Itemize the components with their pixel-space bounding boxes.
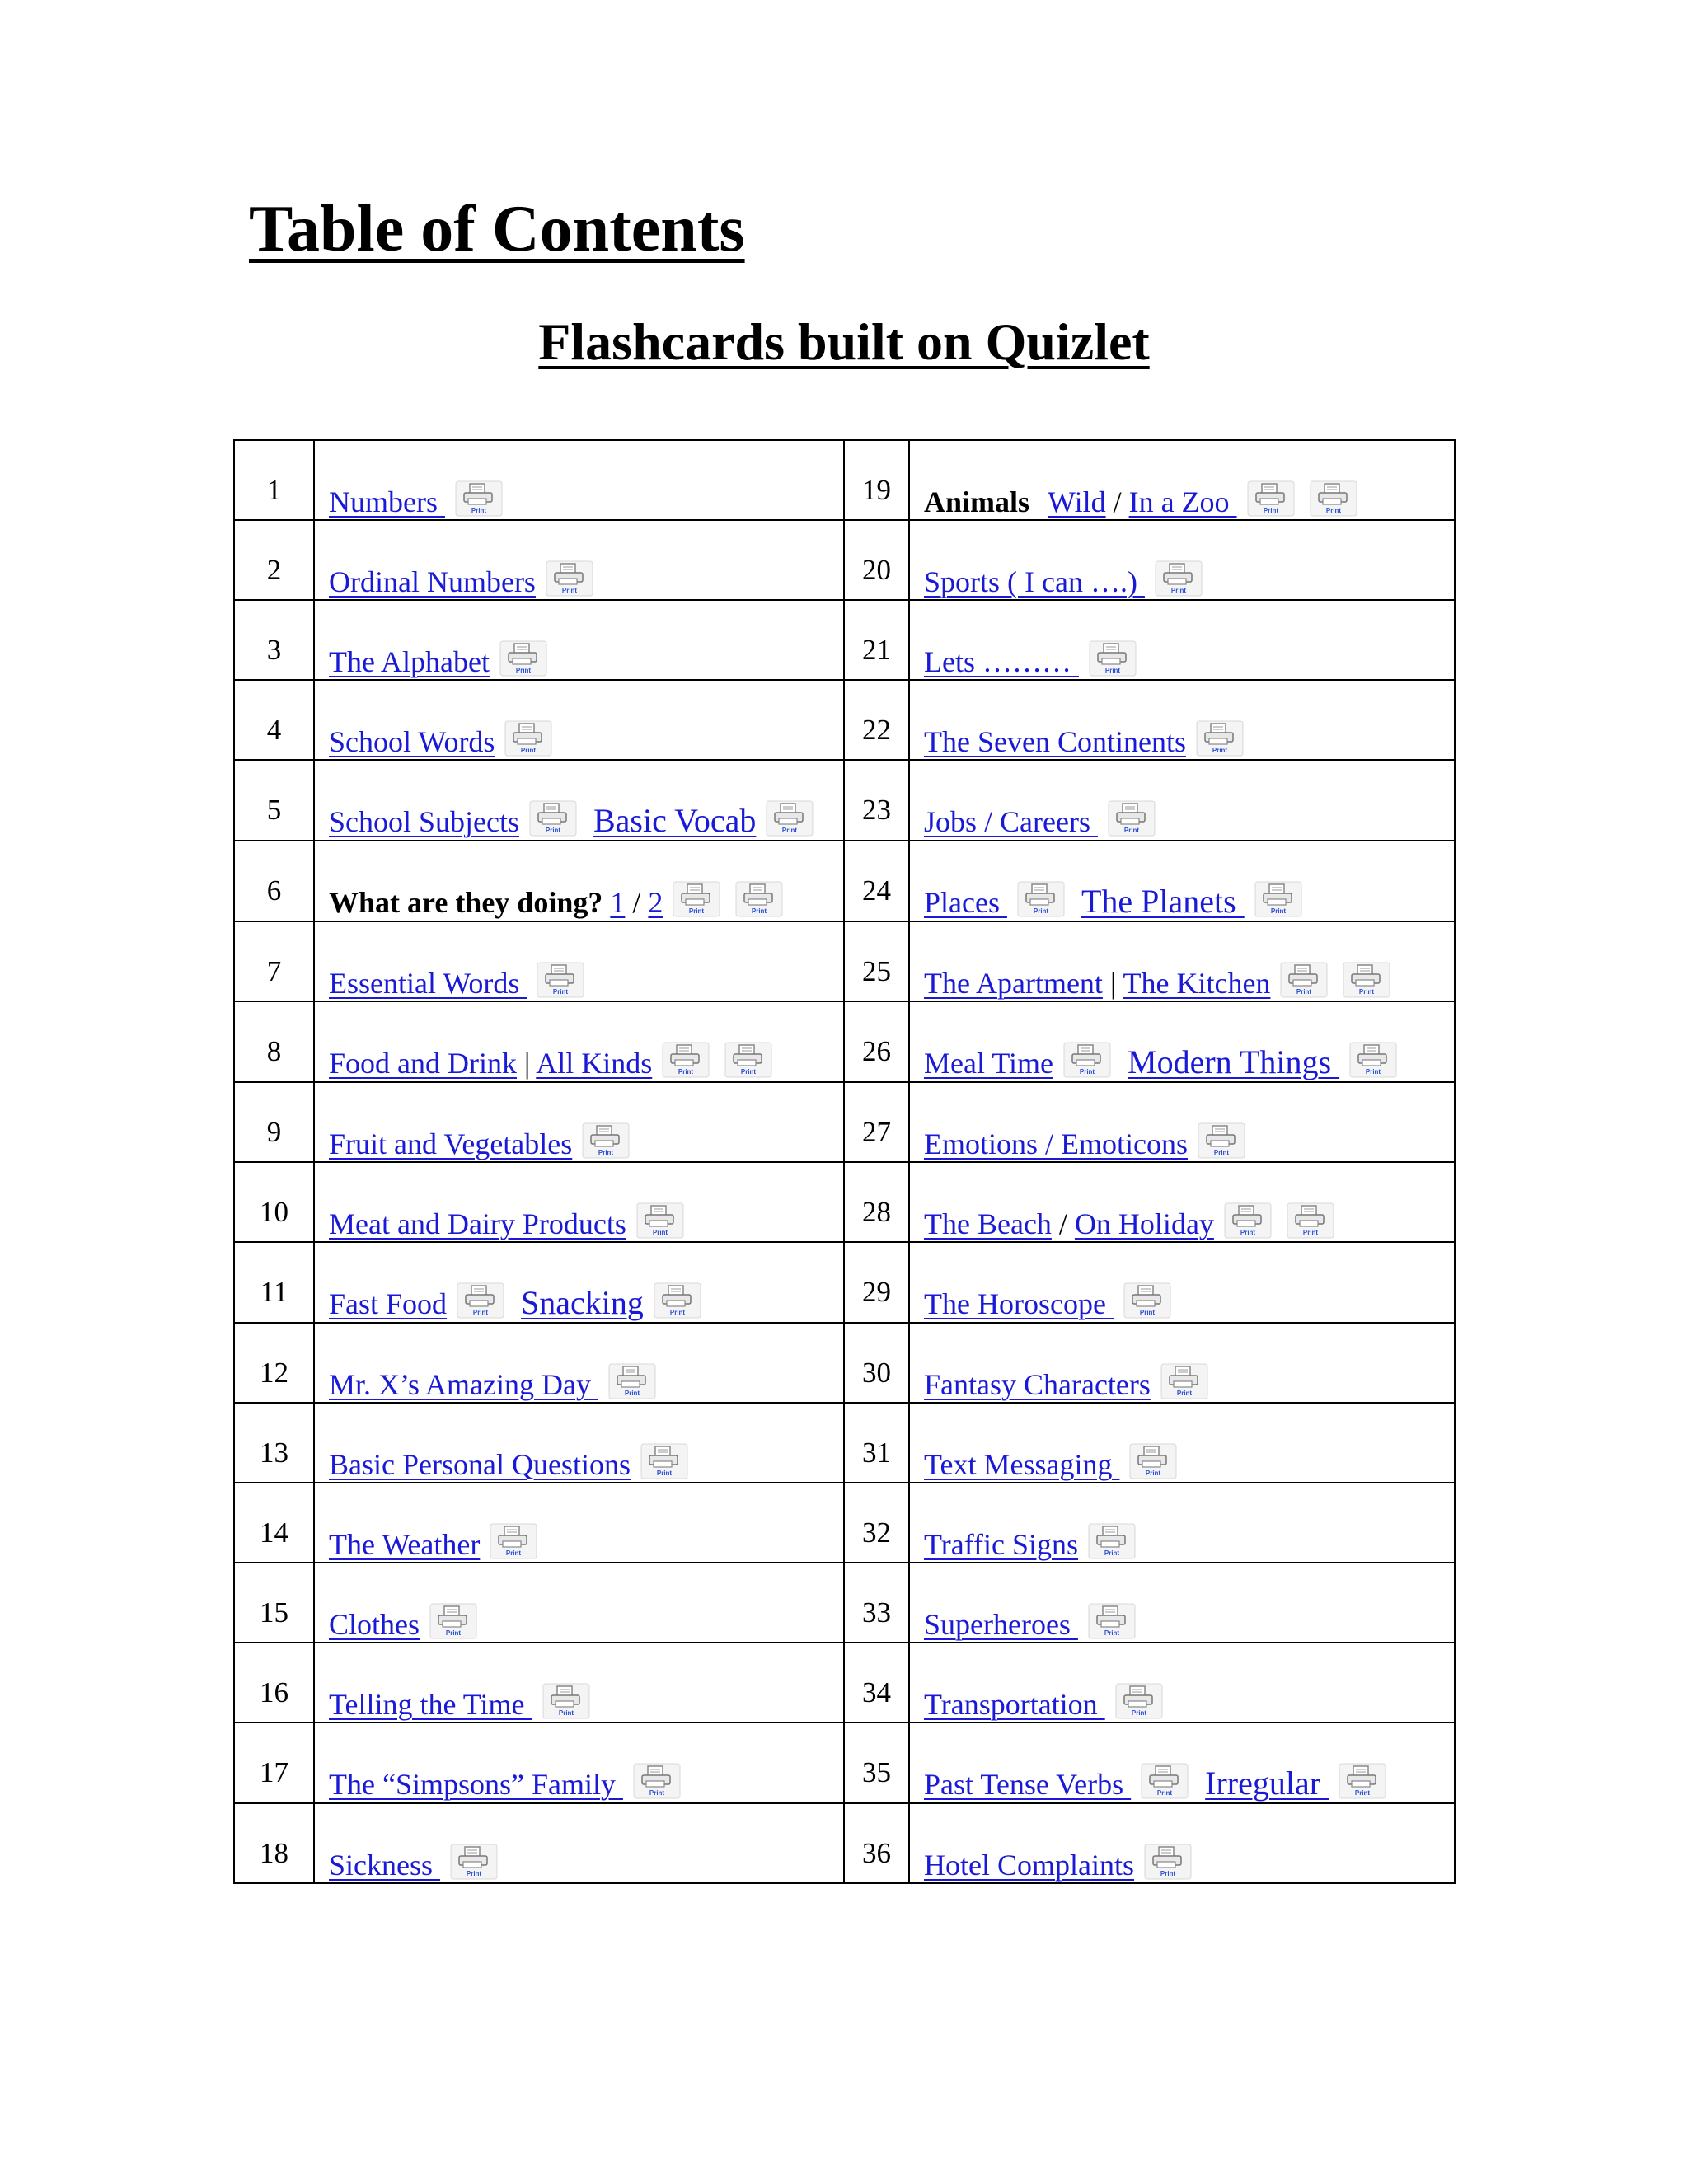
- topic-cell: [314, 1323, 844, 1403]
- svg-text:Print: Print: [1354, 1789, 1371, 1797]
- item-number: 6: [234, 841, 314, 921]
- printer-icon[interactable]: [1196, 720, 1244, 757]
- topic-link[interactable]: Modern Things: [1128, 1043, 1340, 1080]
- topic-heading: Animals: [924, 485, 1030, 518]
- printer-icon[interactable]: [1141, 1763, 1189, 1799]
- topic-link[interactable]: 1: [610, 886, 626, 919]
- svg-text:Print: Print: [1123, 827, 1140, 834]
- item-number: 27: [844, 1082, 909, 1162]
- svg-text:Print: Print: [1212, 747, 1228, 754]
- item-number: 13: [234, 1403, 314, 1483]
- printer-icon[interactable]: [429, 1603, 477, 1639]
- printer-icon[interactable]: [1280, 962, 1328, 998]
- topic-cell: [314, 440, 844, 520]
- item-number: 2: [234, 520, 314, 600]
- item-number: 25: [844, 921, 909, 1001]
- topic-link[interactable]: Ordinal Numbers: [329, 565, 536, 598]
- topic-cell: [314, 760, 844, 841]
- svg-text:Print: Print: [1033, 907, 1049, 915]
- topic-link[interactable]: Basic Vocab: [593, 802, 757, 839]
- table-row: [234, 841, 1455, 921]
- topic-link[interactable]: Fast Food: [329, 1287, 448, 1320]
- topic-link[interactable]: Past Tense Verbs: [924, 1768, 1132, 1801]
- printer-icon[interactable]: [1224, 1202, 1272, 1239]
- printer-icon[interactable]: [735, 881, 783, 917]
- topic-link[interactable]: Mr. X’s Amazing Day: [329, 1368, 598, 1401]
- svg-text:Print: Print: [624, 1390, 640, 1397]
- printer-icon[interactable]: [1349, 1042, 1397, 1078]
- printer-icon[interactable]: [457, 1282, 504, 1319]
- topic-link[interactable]: Irregular: [1205, 1765, 1329, 1802]
- topic-link[interactable]: The Weather: [329, 1528, 481, 1561]
- separator-text: |: [517, 1047, 537, 1080]
- table-row: [234, 1722, 1455, 1803]
- table-row: [234, 1082, 1455, 1162]
- topic-cell: [909, 1001, 1455, 1082]
- item-number: 28: [844, 1162, 909, 1242]
- printer-icon[interactable]: [537, 962, 584, 998]
- svg-text:Print: Print: [669, 1309, 686, 1316]
- printer-icon[interactable]: [529, 800, 577, 837]
- svg-text:Print: Print: [1104, 1549, 1120, 1557]
- topic-link[interactable]: Transportation: [924, 1688, 1105, 1721]
- item-number: 4: [234, 680, 314, 760]
- svg-text:Print: Print: [561, 587, 578, 594]
- printer-icon[interactable]: [654, 1282, 701, 1319]
- printer-icon[interactable]: [1129, 1443, 1177, 1479]
- table-row: [234, 760, 1455, 841]
- printer-icon[interactable]: [1123, 1282, 1171, 1319]
- printer-icon[interactable]: [636, 1202, 684, 1239]
- svg-text:Print: Print: [521, 747, 537, 754]
- topic-cell: [909, 600, 1455, 680]
- item-number: 36: [844, 1803, 909, 1883]
- item-number: 15: [234, 1563, 314, 1643]
- item-number: 19: [844, 440, 909, 520]
- topic-link[interactable]: The Seven Continents: [924, 725, 1186, 758]
- svg-text:Print: Print: [553, 988, 569, 996]
- svg-text:Print: Print: [1176, 1390, 1193, 1397]
- topic-link[interactable]: The Apartment: [924, 967, 1103, 1000]
- topic-link[interactable]: The Alphabet: [329, 645, 490, 678]
- table-row: [234, 1643, 1455, 1722]
- topic-link[interactable]: Lets ………: [924, 645, 1079, 678]
- table-row: [234, 1242, 1455, 1323]
- printer-icon[interactable]: [1017, 881, 1065, 917]
- topic-link[interactable]: Traffic Signs: [924, 1528, 1079, 1561]
- printer-icon[interactable]: [1115, 1683, 1163, 1719]
- table-row: [234, 440, 1455, 520]
- topic-cell: [314, 841, 844, 921]
- separator-text: /: [1105, 485, 1129, 518]
- svg-text:Print: Print: [545, 827, 561, 834]
- topic-cell: [909, 1242, 1455, 1323]
- item-number: 32: [844, 1483, 909, 1563]
- topic-link[interactable]: Essential Words: [329, 967, 528, 1000]
- topic-cell: [909, 1403, 1455, 1483]
- topic-cell: [314, 1643, 844, 1722]
- separator-text: |: [1102, 967, 1123, 1000]
- printer-icon[interactable]: [542, 1683, 590, 1719]
- topic-heading: What are they doing?: [329, 886, 611, 919]
- table-row: [234, 1803, 1455, 1883]
- topic-link[interactable]: Sickness: [329, 1849, 440, 1882]
- svg-text:Print: Print: [466, 1870, 482, 1877]
- svg-text:Print: Print: [1160, 1870, 1176, 1877]
- table-row: [234, 600, 1455, 680]
- item-number: 21: [844, 600, 909, 680]
- topic-cell: [909, 760, 1455, 841]
- topic-link[interactable]: On Holiday: [1074, 1207, 1214, 1240]
- svg-text:Print: Print: [656, 1469, 673, 1477]
- svg-text:Print: Print: [558, 1709, 574, 1717]
- table-row: [234, 680, 1455, 760]
- item-number: 18: [234, 1803, 314, 1883]
- topic-cell: [314, 680, 844, 760]
- svg-text:Print: Print: [649, 1789, 665, 1797]
- svg-text:Print: Print: [1146, 1469, 1161, 1477]
- topic-link[interactable]: Snacking: [521, 1284, 644, 1321]
- printer-icon[interactable]: [546, 560, 593, 597]
- printer-icon[interactable]: [1343, 962, 1390, 998]
- printer-icon[interactable]: [673, 881, 720, 917]
- topic-cell: [314, 1001, 844, 1082]
- item-number: 35: [844, 1722, 909, 1803]
- topic-link[interactable]: Text Messaging: [924, 1448, 1120, 1481]
- printer-icon[interactable]: [633, 1763, 681, 1799]
- svg-text:Print: Print: [472, 1309, 489, 1316]
- topic-link[interactable]: School Words: [329, 725, 495, 758]
- separator-text: /: [1051, 1207, 1075, 1240]
- topic-link[interactable]: All Kinds: [536, 1047, 653, 1080]
- topic-link[interactable]: Clothes: [329, 1608, 420, 1641]
- topic-cell: [909, 1483, 1455, 1563]
- printer-icon[interactable]: [450, 1844, 498, 1880]
- svg-text:Print: Print: [1359, 988, 1375, 996]
- svg-text:Print: Print: [678, 1068, 694, 1076]
- table-row: [234, 1403, 1455, 1483]
- topic-link[interactable]: The Planets: [1081, 883, 1245, 920]
- svg-text:Print: Print: [1104, 667, 1121, 674]
- topic-link[interactable]: Basic Personal Questions: [329, 1448, 631, 1481]
- table-row: [234, 1162, 1455, 1242]
- item-number: 3: [234, 600, 314, 680]
- topic-link[interactable]: Fantasy Characters: [924, 1368, 1151, 1401]
- item-number: 1: [234, 440, 314, 520]
- topic-link[interactable]: The Horoscope: [924, 1287, 1114, 1320]
- topic-cell: [909, 680, 1455, 760]
- item-number: 29: [844, 1242, 909, 1323]
- item-number: 17: [234, 1722, 314, 1803]
- topic-link[interactable]: The Beach: [924, 1207, 1052, 1240]
- topic-cell: [314, 1403, 844, 1483]
- printer-icon[interactable]: [662, 1042, 710, 1078]
- svg-text:Print: Print: [1139, 1309, 1156, 1316]
- topic-cell: [314, 921, 844, 1001]
- svg-text:Print: Print: [1302, 1229, 1319, 1236]
- topic-link[interactable]: Hotel Complaints: [924, 1849, 1134, 1882]
- topic-cell: [909, 1162, 1455, 1242]
- page-title: Table of Contents: [249, 193, 745, 265]
- item-number: 9: [234, 1082, 314, 1162]
- svg-text:Print: Print: [1365, 1068, 1381, 1076]
- topic-link[interactable]: The Kitchen: [1123, 967, 1271, 1000]
- item-number: 11: [234, 1242, 314, 1323]
- topic-link[interactable]: Food and Drink: [329, 1047, 517, 1080]
- item-number: 14: [234, 1483, 314, 1563]
- topic-cell: [909, 520, 1455, 600]
- table-row: [234, 921, 1455, 1001]
- svg-text:Print: Print: [1270, 907, 1286, 915]
- item-number: 16: [234, 1643, 314, 1722]
- topic-cell: [909, 1082, 1455, 1162]
- table-row: [234, 1563, 1455, 1643]
- svg-text:Print: Print: [445, 1629, 462, 1637]
- topic-link[interactable]: Superheroes: [924, 1608, 1078, 1641]
- svg-text:Print: Print: [1263, 507, 1278, 514]
- table-row: [234, 1483, 1455, 1563]
- printer-icon[interactable]: [1310, 480, 1357, 517]
- topic-cell: [909, 1803, 1455, 1883]
- svg-text:Print: Print: [1296, 988, 1312, 996]
- printer-icon[interactable]: [1247, 480, 1295, 517]
- item-number: 30: [844, 1323, 909, 1403]
- topic-link[interactable]: 2: [648, 886, 663, 919]
- topic-link[interactable]: Places: [924, 886, 1007, 919]
- printer-icon[interactable]: [1063, 1042, 1111, 1078]
- item-number: 33: [844, 1563, 909, 1643]
- topic-link[interactable]: In a Zoo: [1128, 485, 1237, 518]
- topic-cell: [909, 1643, 1455, 1722]
- topic-link[interactable]: Numbers: [329, 485, 445, 518]
- topic-link[interactable]: Fruit and Vegetables: [329, 1127, 573, 1160]
- printer-icon[interactable]: [1089, 640, 1137, 677]
- item-number: 10: [234, 1162, 314, 1242]
- topic-cell: [314, 1082, 844, 1162]
- item-number: 7: [234, 921, 314, 1001]
- topic-cell: [314, 1162, 844, 1242]
- svg-text:Print: Print: [752, 907, 767, 915]
- topic-link[interactable]: Telling the Time: [329, 1688, 532, 1721]
- topic-cell: [314, 1722, 844, 1803]
- topic-cell: [314, 1483, 844, 1563]
- item-number: 8: [234, 1001, 314, 1082]
- svg-text:Print: Print: [741, 1068, 757, 1076]
- svg-text:Print: Print: [689, 907, 705, 915]
- table-row: [234, 520, 1455, 600]
- printer-icon[interactable]: [455, 480, 503, 517]
- printer-icon[interactable]: [499, 640, 547, 677]
- separator-text: /: [625, 886, 649, 919]
- topic-link[interactable]: Meat and Dairy Products: [329, 1207, 626, 1240]
- printer-icon[interactable]: [724, 1042, 772, 1078]
- topic-link[interactable]: The “Simpsons” Family: [329, 1768, 623, 1801]
- topic-cell: [314, 600, 844, 680]
- printer-icon[interactable]: [1088, 1603, 1136, 1639]
- table-row: [234, 1323, 1455, 1403]
- topic-cell: [909, 1563, 1455, 1643]
- topic-cell: [909, 440, 1455, 520]
- item-number: 23: [844, 760, 909, 841]
- topic-cell: [909, 1323, 1455, 1403]
- printer-icon[interactable]: [1155, 560, 1203, 597]
- svg-text:Print: Print: [1104, 1629, 1120, 1637]
- topic-link[interactable]: Wild: [1048, 485, 1106, 518]
- printer-icon[interactable]: [608, 1363, 656, 1399]
- item-number: 34: [844, 1643, 909, 1722]
- item-number: 12: [234, 1323, 314, 1403]
- topic-cell: [314, 1803, 844, 1883]
- item-number: 22: [844, 680, 909, 760]
- printer-icon[interactable]: [1144, 1844, 1192, 1880]
- contents-table: [233, 439, 1456, 1884]
- printer-icon[interactable]: [1088, 1523, 1136, 1559]
- table-row: [234, 1001, 1455, 1082]
- topic-cell: [314, 520, 844, 600]
- topic-cell: [909, 841, 1455, 921]
- topic-link[interactable]: Emotions / Emoticons: [924, 1127, 1188, 1160]
- svg-text:Print: Print: [1213, 1149, 1230, 1156]
- svg-text:Print: Print: [1157, 1789, 1173, 1797]
- svg-text:Print: Print: [506, 1549, 522, 1557]
- page-subtitle: Flashcards built on Quizlet: [538, 312, 1150, 371]
- svg-text:Print: Print: [471, 507, 487, 514]
- item-number: 5: [234, 760, 314, 841]
- svg-text:Print: Print: [1170, 587, 1187, 594]
- topic-cell: [314, 1242, 844, 1323]
- printer-icon[interactable]: [1287, 1202, 1334, 1239]
- topic-cell: [909, 921, 1455, 1001]
- item-number: 31: [844, 1403, 909, 1483]
- svg-text:Print: Print: [1131, 1709, 1146, 1717]
- topic-link[interactable]: Meal Time: [924, 1047, 1054, 1080]
- printer-icon[interactable]: [582, 1122, 630, 1159]
- svg-text:Print: Print: [1079, 1068, 1095, 1076]
- topic-cell: [314, 1563, 844, 1643]
- item-number: 26: [844, 1001, 909, 1082]
- printer-icon[interactable]: [1198, 1122, 1245, 1159]
- topic-link[interactable]: Jobs / Careers: [924, 805, 1098, 838]
- printer-icon[interactable]: [766, 800, 814, 837]
- svg-text:Print: Print: [652, 1229, 668, 1236]
- topic-cell: [909, 1722, 1455, 1803]
- svg-text:Print: Print: [515, 667, 532, 674]
- svg-text:Print: Print: [598, 1149, 614, 1156]
- item-number: 20: [844, 520, 909, 600]
- printer-icon[interactable]: [640, 1443, 688, 1479]
- printer-icon[interactable]: [504, 720, 552, 757]
- item-number: 24: [844, 841, 909, 921]
- printer-icon[interactable]: [1254, 881, 1302, 917]
- svg-text:Print: Print: [1325, 507, 1341, 514]
- topic-link[interactable]: School Subjects: [329, 805, 519, 838]
- printer-icon[interactable]: [490, 1523, 537, 1559]
- printer-icon[interactable]: [1339, 1763, 1386, 1799]
- svg-text:Print: Print: [1240, 1229, 1256, 1236]
- printer-icon[interactable]: [1108, 800, 1156, 837]
- printer-icon[interactable]: [1160, 1363, 1208, 1399]
- svg-text:Print: Print: [782, 827, 798, 834]
- topic-link[interactable]: Sports ( I can ….): [924, 565, 1145, 598]
